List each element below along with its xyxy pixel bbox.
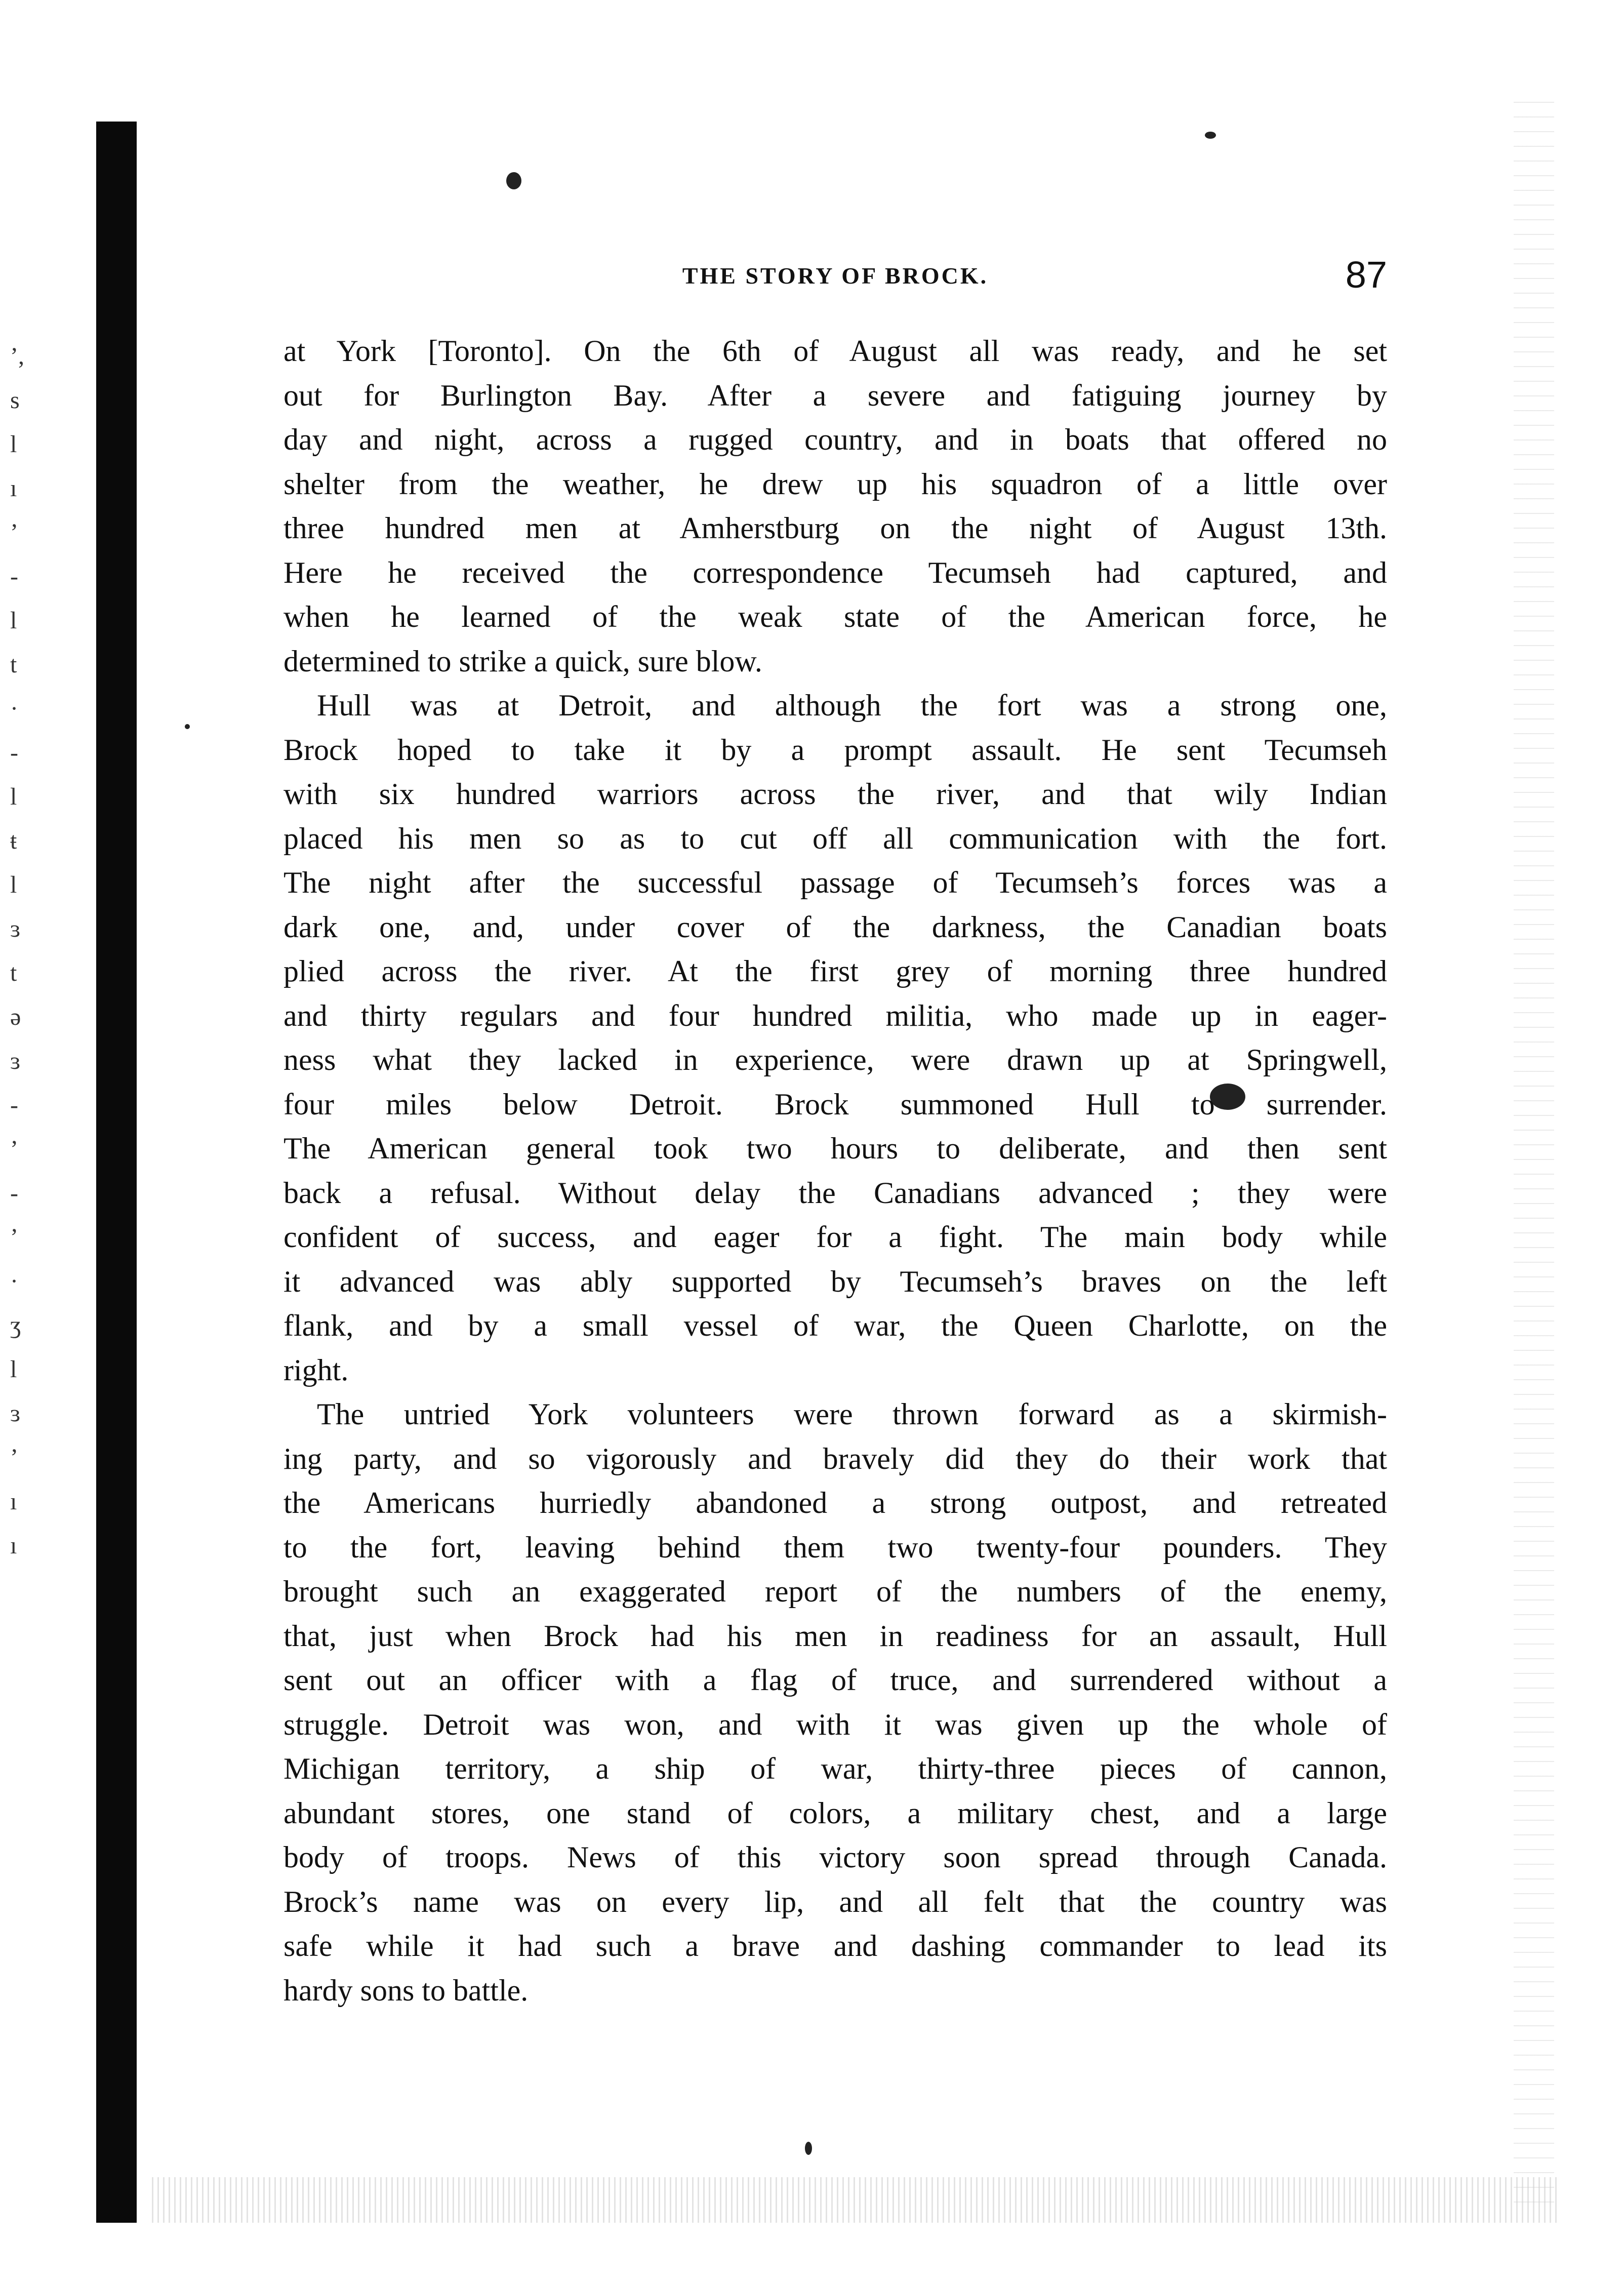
margin-fragment: ı — [10, 475, 17, 502]
text-line: struggle. Detroit was won, and with it was given up the whole of — [283, 1707, 1387, 1741]
paragraph — [283, 1392, 1387, 2013]
margin-fragment: · — [10, 695, 18, 722]
text-line: hardy sons to battle. — [283, 1973, 529, 2007]
text-line: out for Burlington Bay. After a severe and fatiguing journey by — [283, 378, 1387, 412]
text-line: Brock hoped to take it by a prompt assault. He sent Tecumseh — [283, 733, 1387, 767]
margin-fragment: - — [10, 563, 18, 590]
text-line: plied across the river. At the first grey of morning three hundred — [283, 954, 1387, 988]
text-line: abundant stores, one stand of colors, a military chest, and a large — [283, 1796, 1387, 1830]
text-line: with six hundred warriors across the river, and that wily Indian — [283, 777, 1387, 811]
margin-fragment: l — [10, 783, 17, 810]
text-line: safe while it had such a brave and dashing commander to lead its — [283, 1929, 1387, 1962]
text-line: dark one, and, under cover of the darkness, the Canadian boats — [283, 910, 1387, 944]
margin-fragment: ı — [10, 1488, 17, 1515]
text-line: Here he received the correspondence Tecumseh had captured, and — [283, 555, 1387, 589]
margin-fragment: ɜ — [10, 1048, 21, 1074]
page-header — [283, 253, 1387, 309]
text-line: confident of success, and eager for a fight. The main body while — [283, 1220, 1387, 1254]
text-line: Michigan territory, a ship of war, thirty-three pieces of cannon, — [283, 1752, 1387, 1785]
ink-blot — [1205, 132, 1216, 139]
text-line: the Americans hurriedly abandoned a strong outpost, and retreated — [283, 1486, 1387, 1519]
text-line: at York [Toronto]. On the 6th of August all was ready, and he set — [283, 334, 1387, 368]
margin-fragment: l — [10, 607, 17, 634]
text-line: Brock’s name was on every lip, and all felt that the country was — [283, 1885, 1387, 1918]
margin-fragment: l — [10, 1356, 17, 1383]
text-line: four miles below Detroit. Brock summoned Hull to surrender. — [283, 1087, 1387, 1121]
text-line: ing party, and so vigorously and bravely did they do their work that — [283, 1441, 1387, 1475]
text-line: back a refusal. Without delay the Canadians advanced ; they were — [283, 1176, 1387, 1210]
text-line: sent out an officer with a flag of truce, and surrendered without a — [283, 1663, 1387, 1697]
margin-fragment: - — [10, 739, 18, 766]
margin-fragment: ə — [10, 1004, 21, 1030]
margin-fragment: ’ — [10, 519, 18, 546]
margin-fragment: t — [10, 959, 17, 986]
margin-fragment: ı — [10, 1532, 17, 1559]
running-head: THE STORY OF BROCK. — [682, 263, 989, 289]
text-line: when he learned of the weak state of the American force, he — [283, 600, 1387, 633]
margin-fragment: ŧ — [10, 827, 17, 854]
text-line: shelter from the weather, he drew up his squadron of a little over — [283, 467, 1387, 501]
text-line: to the fort, leaving behind them two twenty-four pounders. They — [283, 1530, 1387, 1564]
text-line: three hundred men at Amherstburg on the night of August 13th. — [283, 511, 1387, 545]
text-line: The American general took two hours to deliberate, and then sent — [283, 1132, 1387, 1165]
text-line: flank, and by a small vessel of war, the Queen Charlotte, on the — [283, 1309, 1387, 1342]
margin-fragment: l — [10, 431, 17, 458]
ink-blot — [506, 172, 521, 189]
text-line: brought such an exaggerated report of the numbers of the enemy, — [283, 1575, 1387, 1608]
margin-fragment: · — [10, 1268, 18, 1295]
margin-fragment: - — [10, 1180, 18, 1207]
left-margin-fragments — [10, 334, 40, 1568]
text-line: body of troops. News of this victory soon spread through Canada. — [283, 1840, 1387, 1874]
paragraph — [283, 329, 1387, 684]
page-number: 87 — [1345, 254, 1387, 296]
margin-fragment: t — [10, 651, 17, 678]
margin-fragment: - — [10, 1092, 18, 1118]
text-line: determined to strike a quick, sure blow. — [283, 644, 762, 678]
text-line: The untried York volunteers were thrown forward as a skirmish- — [317, 1397, 1387, 1431]
margin-fragment: ’, — [10, 343, 24, 370]
margin-fragment: s — [10, 387, 20, 414]
text-line: ness what they lacked in experience, were drawn up at Springwell, — [283, 1043, 1387, 1076]
margin-fragment: ʒ — [10, 1312, 21, 1339]
margin-fragment: ɜ — [10, 915, 21, 942]
text-line: day and night, across a rugged country, and in boats that offered no — [283, 423, 1387, 456]
ink-blot — [185, 724, 190, 729]
text-line: placed his men so as to cut off all communication with the fort. — [283, 821, 1387, 855]
book-spine-shadow — [96, 122, 137, 2223]
margin-fragment: ’ — [10, 1444, 18, 1471]
text-line: right. — [283, 1353, 349, 1387]
text-line: it advanced was ably supported by Tecumseh’s braves on the left — [283, 1264, 1387, 1298]
margin-fragment: ɜ — [10, 1400, 21, 1427]
right-edge-scan-noise — [1514, 101, 1554, 2202]
text-line: The night after the successful passage of Tecumseh’s forces was a — [283, 866, 1387, 899]
paragraph — [283, 684, 1387, 1392]
margin-fragment: ’ — [10, 1224, 18, 1251]
bottom-edge-scan-noise — [152, 2177, 1559, 2223]
margin-fragment: l — [10, 871, 17, 898]
text-line: and thirty regulars and four hundred militia, who made up in eager- — [283, 998, 1387, 1032]
ink-blot — [805, 2142, 812, 2155]
margin-fragment: ’ — [10, 1136, 18, 1163]
body-text — [283, 329, 1387, 2013]
text-line: that, just when Brock had his men in readiness for an assault, Hull — [283, 1619, 1387, 1653]
text-line: Hull was at Detroit, and although the fort was a strong one, — [317, 689, 1387, 722]
